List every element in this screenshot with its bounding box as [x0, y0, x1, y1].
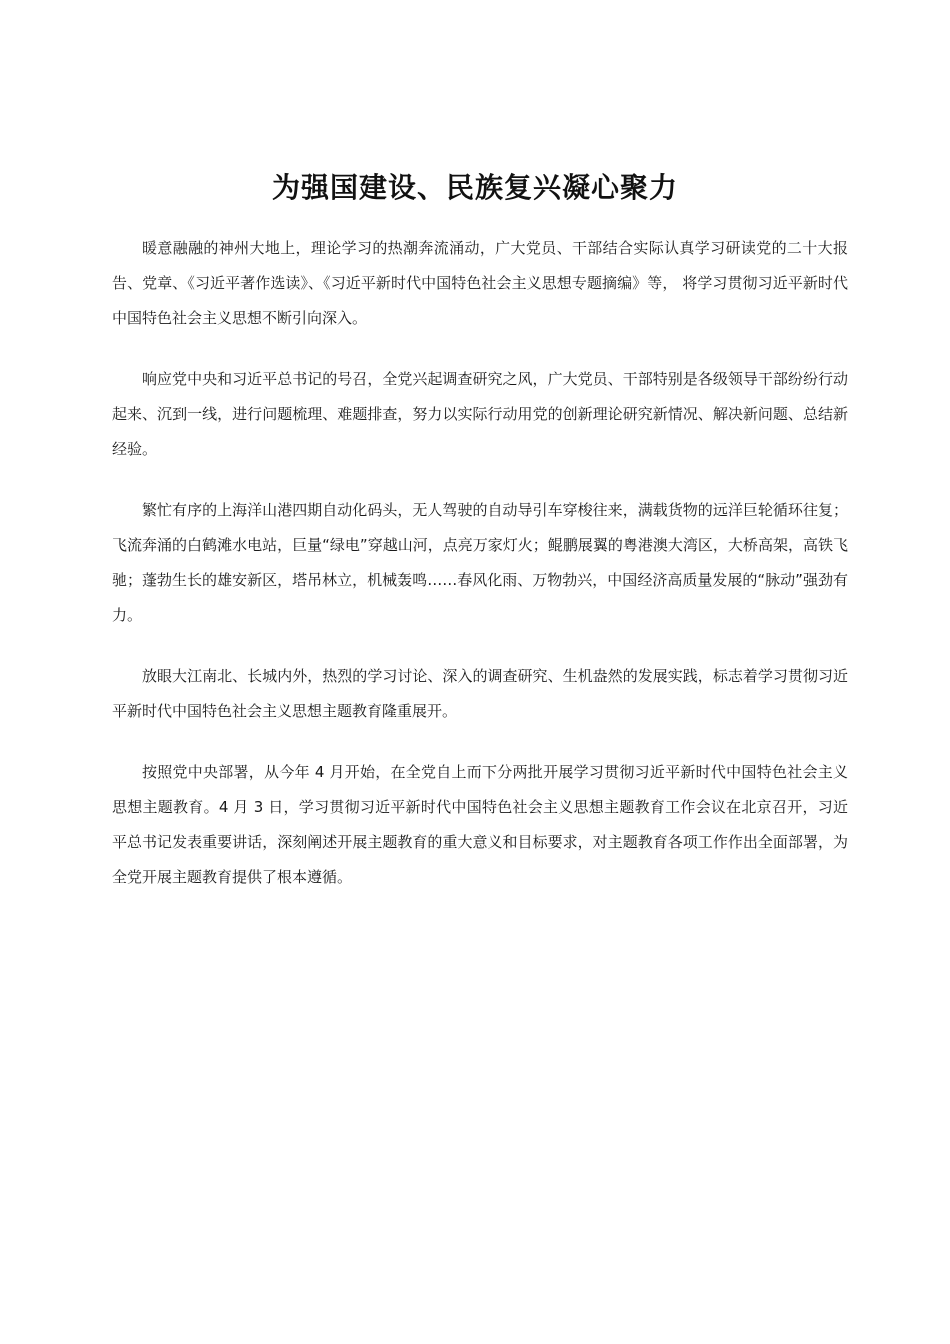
paragraph-3: 繁忙有序的上海洋山港四期自动化码头，无人驾驶的自动导引车穿梭往来，满载货物的远洋巨轮循环往复；飞流奔涌的白鹤滩水电站，巨量“绿电”穿越山河，点亮万家灯火；鲲鹏展翼的粤港澳大湾区，大桥高架，高铁飞驰；蓬勃生长的雄安新区，塔吊林立，机械轰鸣……春风化雨、万物勃兴，中国经济高质量发展的“脉动”强劲有力。 [112, 501, 848, 624]
paragraph-4: 放眼大江南北、长城内外，热烈的学习讨论、深入的调查研究、生机盎然的发展实践，标志着学习贯彻习近平新时代中国特色社会主义思想主题教育隆重展开。 [112, 667, 848, 720]
document-body [112, 231, 848, 895]
paragraph-2: 响应党中央和习近平总书记的号召，全党兴起调查研究之风，广大党员、干部特别是各级领导干部纷纷行动起来、沉到一线，进行问题梳理、难题排查，努力以实际行动用党的创新理论研究新情况、解决新问题、总结新经验。 [112, 370, 848, 458]
paragraph-5: 按照党中央部署，从今年 4 月开始，在全党自上而下分两批开展学习贯彻习近平新时代中国特色社会主义思想主题教育。4 月 3 日，学习贯彻习近平新时代中国特色社会主义思想主题教育工作会议在北京召开，习近平总书记发表重要讲话，深刻阐述开展主题教育的重大意义和目标要求，对主题教育各项工作作出全面部署，为全党开展主题教育提供了根本遵循。 [112, 763, 848, 886]
document-title: 为强国建设、民族复兴凝心聚力 [271, 171, 678, 204]
paragraph-1: 暖意融融的神州大地上，理论学习的热潮奔流涌动，广大党员、干部结合实际认真学习研读党的二十大报告、党章、《习近平著作选读》、《习近平新时代中国特色社会主义思想专题摘编》等， 将学习贯彻习近平新时代中国特色社会主义思想不断引向深入。 [112, 239, 848, 327]
